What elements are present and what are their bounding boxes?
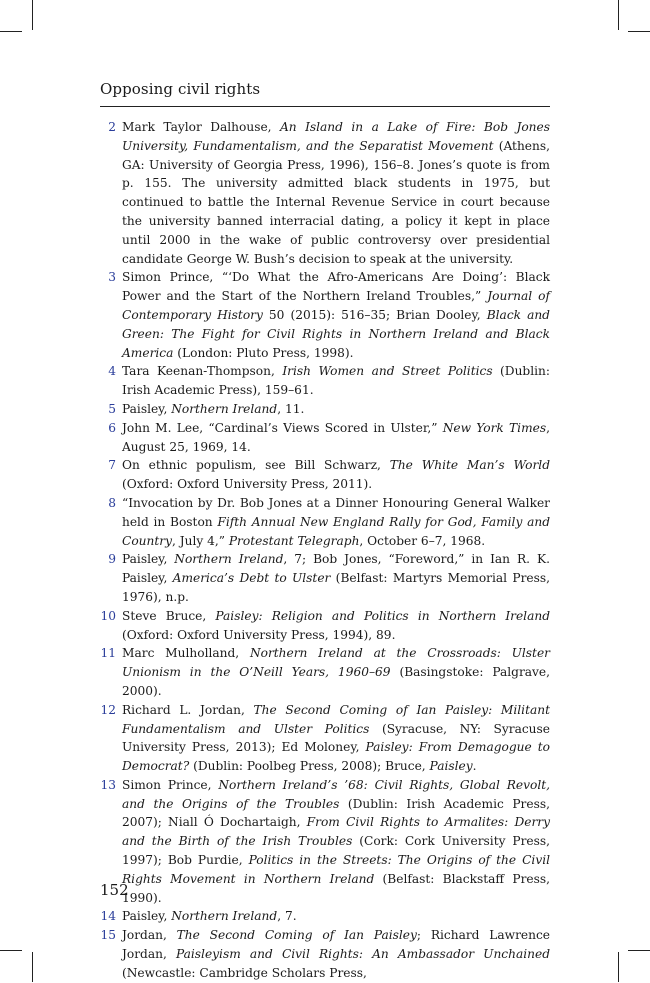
endnote-segment: (Syracuse, NY: Syracuse University Press, 2013); Ed Moloney,: [122, 721, 550, 755]
endnote-title: An Island in a Lake of Fire: Bob Jones University, Fundamentalism, and the Separatist Movement: [122, 120, 550, 153]
crop-mark: [0, 31, 22, 32]
endnote-title: Paisley: Religion and Politics in Northern Ireland: [215, 608, 550, 623]
endnote-text: [122, 419, 550, 457]
endnote-number: 13: [100, 777, 116, 792]
endnote-segment: ; Richard Lawrence Jordan,: [122, 928, 550, 962]
endnote-text: [122, 776, 550, 908]
endnote-title: Fifth Annual New England Rally for God, Family and Country: [122, 514, 550, 548]
endnote-title: Paisleyism and Civil Rights: An Ambassador Unchained: [175, 947, 551, 962]
endnote-title: America’s Debt to Ulster: [172, 571, 331, 586]
endnote-title: The Second Coming of Ian Paisley: Militant Fundamentalism and Ulster Politics: [122, 702, 550, 736]
endnote-item: [100, 607, 550, 645]
endnote-segment: John M. Lee, “Cardinal’s Views Scored in Ulster,”: [122, 420, 443, 435]
running-head: Opposing civil rights: [100, 80, 261, 98]
endnote-number: 14: [100, 909, 116, 924]
endnote-segment: Richard L. Jordan,: [122, 702, 254, 717]
endnote-number: 11: [100, 646, 116, 661]
endnote-item: [100, 268, 550, 362]
endnote-title: Northern Ireland: [171, 401, 278, 416]
endnote-item: [100, 419, 550, 457]
endnote-item: [100, 400, 550, 419]
endnote-text: [122, 550, 550, 606]
endnote-segment: (Basingstoke: Palgrave, 2000).: [122, 665, 551, 698]
endnote-title: New York Times: [442, 420, 547, 435]
endnote-segment: , 7; Bob Jones, “Foreword,” in Ian R. K. Paisley,: [122, 552, 550, 586]
endnote-segment: Paisley,: [122, 909, 172, 924]
endnote-title: The White Man’s World: [389, 458, 551, 473]
endnote-title: Paisley: From Demagogue to Democrat?: [122, 740, 550, 774]
endnote-title: Irish Women and Street Politics: [282, 364, 493, 379]
crop-mark: [618, 0, 619, 30]
endnote-text: [122, 268, 550, 362]
endnote-number: 3: [108, 270, 116, 285]
endnote-segment: (Dublin: Poolbeg Press, 2008); Bruce,: [189, 759, 430, 774]
endnote-segment: Simon Prince, “‘Do What the Afro-Americans Are Doing’: Black Power and the Start of the Northern Ireland Troubles,”: [122, 270, 550, 304]
endnote-item: [100, 644, 550, 700]
endnote-title: Northern Ireland’s ’68: Civil Rights, Global Revolt, and the Origins of the Troubles: [122, 777, 550, 811]
endnote-item: [100, 456, 550, 494]
endnote-title: Northern Ireland: [174, 552, 284, 567]
endnote-number: 9: [108, 552, 116, 567]
endnote-segment: (Belfast: Martyrs Memorial Press, 1976), n.p.: [122, 571, 550, 604]
endnote-item: [100, 362, 550, 400]
endnote-segment: (Cork: Cork University Press, 1997); Bob Purdie,: [122, 834, 550, 868]
endnote-title: Northern Ireland at the Crossroads: Ulster Unionism in the O’Neill Years, 1960–69: [122, 646, 550, 680]
endnote-segment: , October 6–7, 1968.: [359, 533, 486, 548]
endnote-text: [122, 362, 550, 400]
crop-mark: [628, 950, 650, 951]
crop-mark: [628, 31, 650, 32]
endnote-segment: (Oxford: Oxford University Press, 1994), 89.: [122, 627, 396, 642]
endnote-segment: Jordan,: [122, 928, 177, 943]
endnote-segment: Steve Bruce,: [122, 608, 216, 623]
endnote-item: [100, 118, 550, 268]
endnote-text: [122, 456, 550, 494]
endnote-text: [122, 701, 550, 776]
endnote-title: Northern Ireland: [171, 909, 278, 924]
endnote-segment: (Newcastle: Cambridge Scholars Press,: [122, 965, 367, 980]
endnote-number: 10: [100, 608, 116, 623]
endnote-number: 2: [108, 120, 116, 134]
endnote-item: [100, 907, 550, 926]
endnote-segment: , 7.: [277, 909, 297, 924]
endnote-text: [122, 907, 550, 926]
endnote-item: [100, 926, 550, 982]
endnote-item: [100, 494, 550, 550]
endnote-segment: .: [472, 759, 477, 774]
page-number: 152: [100, 881, 129, 899]
endnote-title: Paisley: [429, 759, 473, 774]
endnotes-list: [100, 118, 550, 983]
endnote-segment: Paisley,: [122, 552, 175, 567]
endnote-text: [122, 118, 550, 268]
endnote-text: [122, 400, 550, 419]
endnote-title: From Civil Rights to Armalites: Derry and the Birth of the Irish Troubles: [122, 815, 550, 849]
crop-mark: [32, 0, 33, 30]
endnote-title: The Second Coming of Ian Paisley: [176, 928, 417, 943]
endnote-segment: (Dublin: Irish Academic Press, 2007); Niall Ó Dochartaigh,: [122, 796, 550, 830]
crop-mark: [618, 952, 619, 982]
endnote-number: 15: [100, 928, 116, 943]
endnote-title: Politics in the Streets: The Origins of the Civil Rights Movement in Northern Ireland: [122, 853, 550, 886]
endnote-segment: (Dublin: Irish Academic Press), 159–61.: [122, 364, 550, 398]
endnote-number: 8: [108, 495, 116, 510]
endnote-text: [122, 607, 550, 645]
header-rule: [100, 106, 550, 107]
endnote-segment: , August 25, 1969, 14.: [122, 420, 550, 454]
endnote-segment: Marc Mulholland,: [122, 646, 250, 661]
endnote-item: [100, 776, 550, 908]
endnote-number: 5: [108, 401, 116, 416]
crop-mark: [0, 950, 22, 951]
endnote-segment: 50 (2015): 516–35; Brian Dooley,: [262, 307, 487, 322]
endnote-number: 7: [108, 458, 116, 473]
endnote-title: Journal of Contemporary History: [122, 289, 551, 322]
endnote-segment: (Belfast: Blackstaff Press, 1990).: [122, 871, 550, 905]
endnote-title: Black and Green: The Fight for Civil Rights in Northern Ireland and Black America: [122, 307, 550, 360]
endnote-item: [100, 701, 550, 776]
endnote-segment: (Oxford: Oxford University Press, 2011).: [122, 477, 373, 492]
endnote-segment: Paisley,: [122, 401, 172, 416]
endnote-segment: Simon Prince,: [122, 777, 219, 792]
endnote-segment: (Athens, GA: University of Georgia Press, 1996), 156–8. Jones’s quote is from p. 155. The university admitted black students in 1975, but continued to battle the Internal Revenue Service in court because the university banned interracial dating, a policy it kept in place until 2000 in the wake of public controversy over presidential candidate George W. Bush’s decision to speak at the university.: [122, 138, 550, 266]
endnote-number: 4: [108, 364, 116, 379]
endnote-text: [122, 644, 550, 700]
endnote-segment: (London: Pluto Press, 1998).: [173, 345, 354, 360]
endnote-segment: On ethnic populism, see Bill Schwarz,: [122, 458, 390, 473]
endnote-number: 6: [108, 420, 116, 435]
endnote-number: 12: [100, 702, 116, 717]
endnote-segment: Tara Keenan-Thompson,: [122, 364, 283, 379]
endnote-segment: , 11.: [277, 401, 305, 416]
endnote-item: [100, 550, 550, 606]
endnote-text: [122, 926, 550, 982]
endnote-segment: “Invocation by Dr. Bob Jones at a Dinner Honouring General Walker held in Boston: [122, 495, 550, 529]
endnote-text: [122, 494, 550, 550]
endnote-title: Protestant Telegraph: [228, 533, 360, 548]
endnote-segment: , July 4,”: [171, 533, 229, 548]
crop-mark: [32, 952, 33, 982]
endnote-segment: Mark Taylor Dalhouse,: [122, 120, 280, 134]
